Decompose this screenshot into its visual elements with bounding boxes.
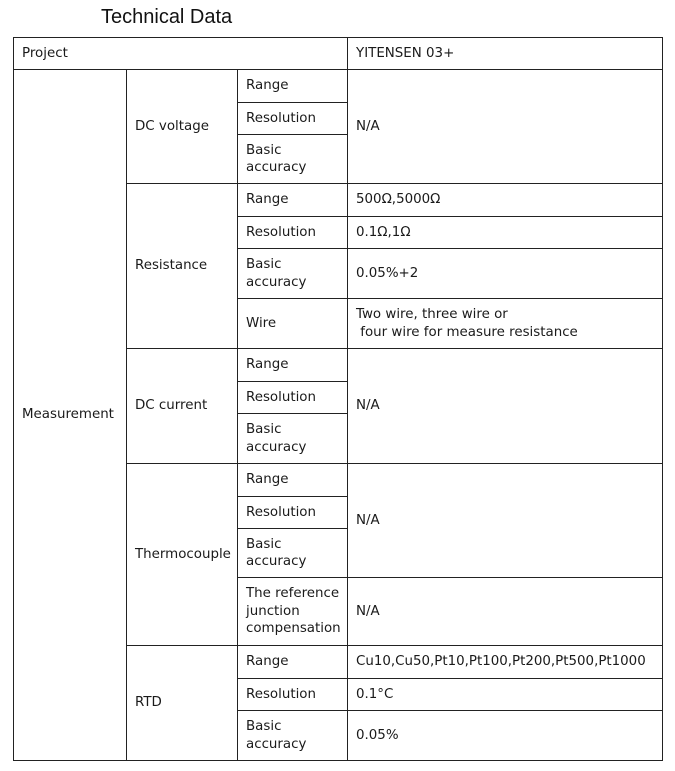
param-label: Range [238, 184, 348, 217]
param-label: Resolution [238, 217, 348, 249]
param-label: Basic accuracy [238, 414, 348, 464]
header-row [14, 38, 663, 70]
param-label: Range [238, 464, 348, 497]
param-label: Resolution [238, 103, 348, 135]
param-value: N/A [348, 349, 663, 464]
param-label: Resolution [238, 497, 348, 529]
measurement-category: Measurement [14, 70, 127, 761]
param-value: 500Ω,5000Ω [348, 184, 663, 217]
param-value: N/A [348, 70, 663, 184]
param-label: Basic accuracy [238, 135, 348, 184]
param-value: 0.05%+2 [348, 249, 663, 299]
param-label: Resolution [238, 679, 348, 711]
param-label: Range [238, 349, 348, 382]
param-label: Range [238, 646, 348, 679]
group-resistance: Resistance [127, 184, 238, 349]
param-label: Resolution [238, 382, 348, 414]
param-value: 0.1Ω,1Ω [348, 217, 663, 249]
param-label: Basic accuracy [238, 711, 348, 761]
param-label: Basic accuracy [238, 529, 348, 578]
group-dc-voltage: DC voltage [127, 70, 238, 184]
param-label: The reference junction compensation [238, 578, 348, 646]
param-value: Cu10,Cu50,Pt10,Pt100,Pt200,Pt500,Pt1000 [348, 646, 663, 679]
technical-data-table [13, 37, 663, 761]
param-label: Wire [238, 299, 348, 349]
param-value: 0.05% [348, 711, 663, 761]
param-value: N/A [348, 578, 663, 646]
group-rtd: RTD [127, 646, 238, 761]
table-row [14, 70, 663, 103]
param-label: Basic accuracy [238, 249, 348, 299]
param-value: Two wire, three wire or four wire for measure resistance [348, 299, 663, 349]
project-label: Project [14, 38, 348, 70]
page-title: Technical Data [101, 6, 233, 28]
group-thermocouple: Thermocouple [127, 464, 238, 646]
group-dc-current: DC current [127, 349, 238, 464]
param-value: 0.1°C [348, 679, 663, 711]
param-value: N/A [348, 464, 663, 578]
project-value: YITENSEN 03+ [348, 38, 663, 70]
param-label: Range [238, 70, 348, 103]
